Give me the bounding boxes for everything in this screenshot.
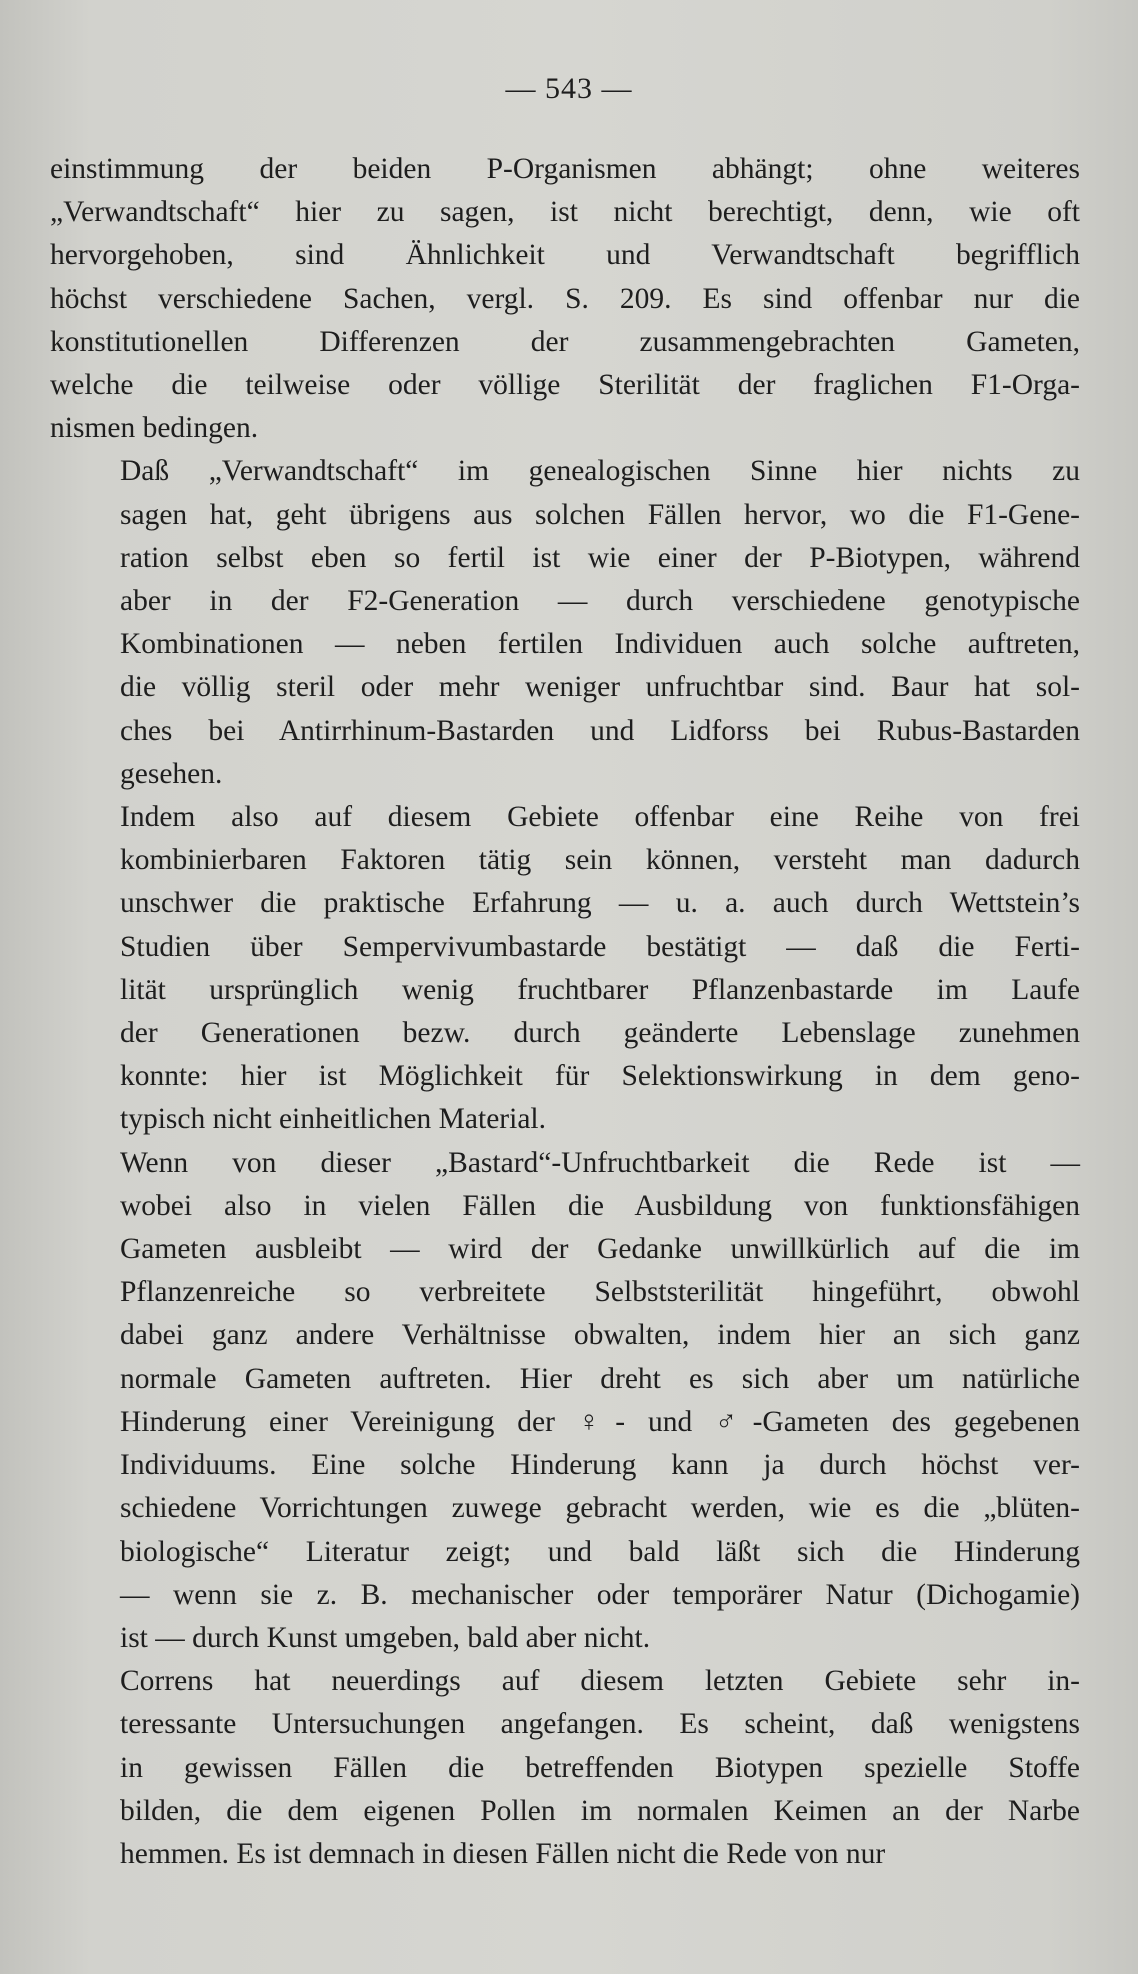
text-line: Correns hat neuerdings auf diesem letzten Gebiete sehr in- xyxy=(120,1665,1080,1698)
text-line: konstitutionellen Differenzen der zusammengebrachten Gameten, xyxy=(50,325,1080,358)
paragraph xyxy=(50,796,1080,1142)
text-line: biologische“ Literatur zeigt; und bald läßt sich die Hinderung xyxy=(120,1535,1080,1568)
text-line: bilden, die dem eigenen Pollen im normalen Keimen an der Narbe xyxy=(120,1794,1080,1827)
text-line: welche die teilweise oder völlige Sterilität der fraglichen F1-Orga- xyxy=(50,369,1080,402)
text-line: wobei also in vielen Fällen die Ausbildung von funktionsfähigen xyxy=(120,1189,1080,1222)
text-line: lität ursprünglich wenig fruchtbarer Pflanzenbastarde im Laufe xyxy=(120,973,1080,1006)
text-line: sagen hat, geht übrigens aus solchen Fällen hervor, wo die F1-Gene- xyxy=(120,498,1080,531)
text-line: kombinierbaren Faktoren tätig sein können, versteht man dadurch xyxy=(120,844,1080,877)
page-number: — 543 — xyxy=(505,72,633,105)
text-line: einstimmung der beiden P-Organismen abhängt; ohne weiteres xyxy=(50,153,1080,185)
text-line: aber in der F2-Generation — durch verschiedene genotypische xyxy=(120,585,1080,618)
text-line: Pflanzenreiche so verbreitete Selbststerilität hingeführt, obwohl xyxy=(120,1276,1080,1309)
body-text xyxy=(50,148,1080,1876)
text-line: in gewissen Fällen die betreffenden Biotypen spezielle Stoffe xyxy=(120,1751,1080,1784)
text-line: konnte: hier ist Möglichkeit für Selektionswirkung in dem geno- xyxy=(120,1060,1080,1093)
paragraph xyxy=(50,148,1080,450)
text-line: Studien über Sempervivumbastarde bestätigt — daß die Ferti- xyxy=(120,930,1080,963)
text-line: Individuums. Eine solche Hinderung kann ja durch höchst ver- xyxy=(120,1449,1080,1482)
text-line: Kombinationen — neben fertilen Individuen auch solche auftreten, xyxy=(120,628,1080,661)
text-line: schiedene Vorrichtungen zuwege gebracht werden, wie es die „blüten- xyxy=(120,1492,1080,1525)
text-line: ist — durch Kunst umgeben, bald aber nicht. xyxy=(120,1621,651,1654)
text-line: Hinderung einer Vereinigung der ♀- und ♂-Gameten des gegebenen xyxy=(120,1405,1080,1438)
text-line: teressante Untersuchungen angefangen. Es scheint, daß wenigstens xyxy=(120,1708,1080,1741)
text-line: der Generationen bezw. durch geänderte Lebenslage zunehmen xyxy=(120,1017,1080,1050)
text-line: unschwer die praktische Erfahrung — u. a. auch durch Wettstein’s xyxy=(120,887,1080,920)
paragraph xyxy=(50,1142,1080,1660)
text-line: ration selbst eben so fertil ist wie einer der P-Biotypen, während xyxy=(120,541,1080,574)
text-line: — wenn sie z. B. mechanischer oder temporärer Natur (Dichogamie) xyxy=(120,1578,1080,1611)
text-line: nismen bedingen. xyxy=(50,412,259,445)
text-line: Indem also auf diesem Gebiete offenbar eine Reihe von frei xyxy=(120,801,1080,834)
text-line: die völlig steril oder mehr weniger unfruchtbar sind. Baur hat sol- xyxy=(120,671,1080,704)
text-line: normale Gameten auftreten. Hier dreht es sich aber um natürliche xyxy=(120,1362,1080,1395)
text-line: Daß „Verwandtschaft“ im genealogischen Sinne hier nichts zu xyxy=(120,455,1080,488)
text-line: höchst verschiedene Sachen, vergl. S. 209. Es sind offenbar nur die xyxy=(50,282,1080,315)
text-line: hervorgehoben, sind Ähnlichkeit und Verwandtschaft begrifflich xyxy=(50,239,1080,272)
text-line: Gameten ausbleibt — wird der Gedanke unwillkürlich auf die im xyxy=(120,1233,1080,1266)
paragraph xyxy=(50,450,1080,796)
paragraph xyxy=(50,1660,1080,1876)
text-line: hemmen. Es ist demnach in diesen Fällen nicht die Rede von nur xyxy=(120,1837,886,1870)
text-line: ches bei Antirrhinum-Bastarden und Lidforss bei Rubus-Bastarden xyxy=(120,714,1080,747)
text-line: „Verwandtschaft“ hier zu sagen, ist nicht berechtigt, denn, wie oft xyxy=(50,196,1080,229)
text-line: Wenn von dieser „Bastard“-Unfruchtbarkeit die Rede ist — xyxy=(120,1146,1080,1179)
text-line: dabei ganz andere Verhältnisse obwalten, indem hier an sich ganz xyxy=(120,1319,1080,1352)
text-line: gesehen. xyxy=(120,757,223,790)
text-line: typisch nicht einheitlichen Material. xyxy=(120,1103,546,1136)
